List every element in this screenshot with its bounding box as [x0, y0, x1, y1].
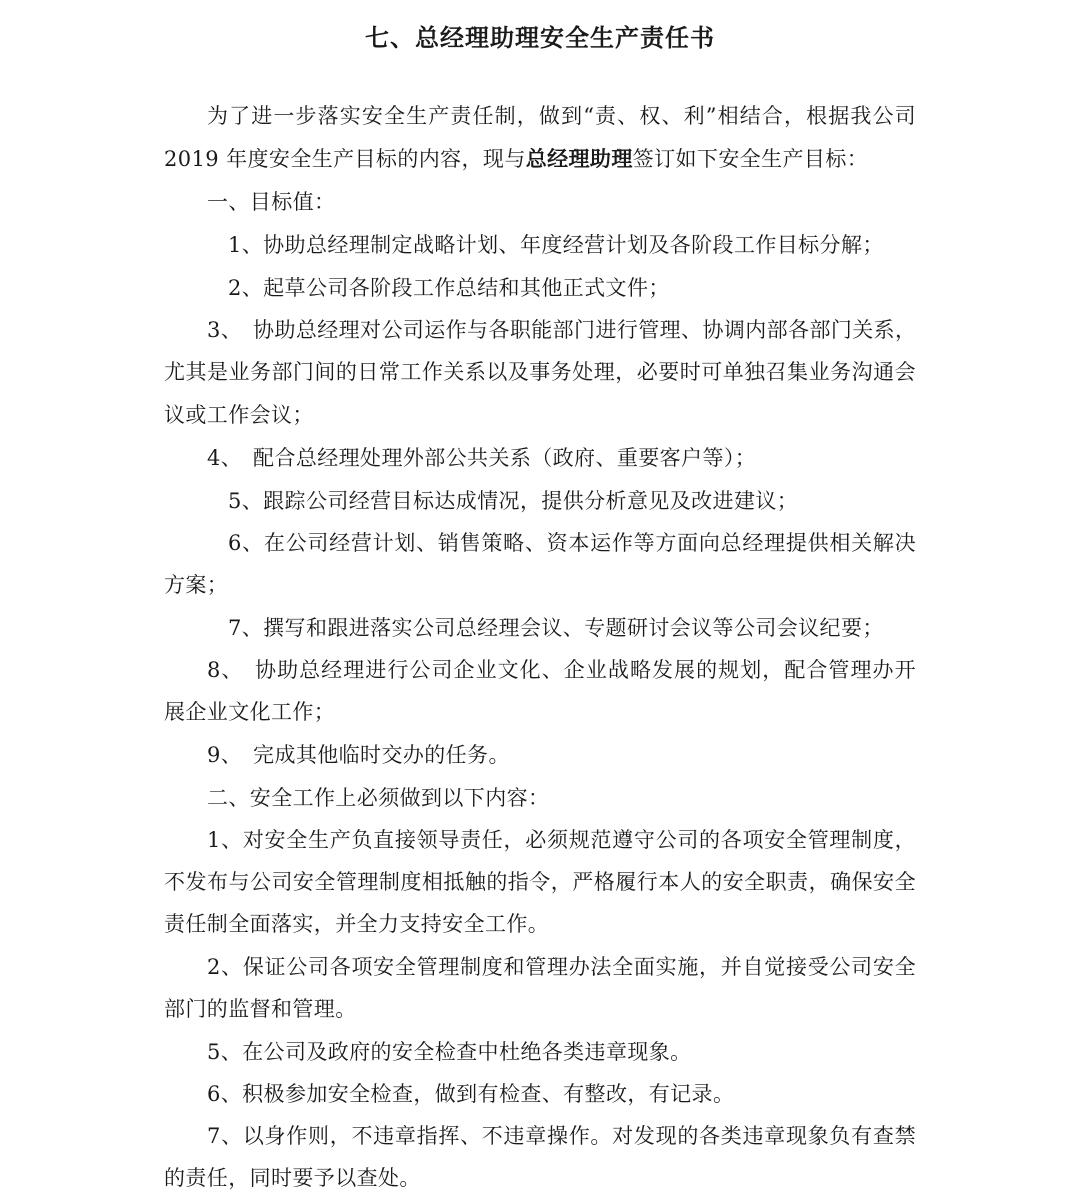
- section-1-item-4: 4、 配合总经理处理外部公共关系（政府、重要客户等）；: [207, 446, 757, 470]
- section-1-item-9: 9、 完成其他临时交办的任务。: [207, 743, 510, 767]
- section-2-item-7-line-2: 的责任，同时要予以查处。: [164, 1166, 421, 1190]
- section-1-item-6-line-2: 方案；: [164, 573, 229, 597]
- section-1-item-8-line-2: 展企业文化工作；: [164, 700, 336, 724]
- section-2-heading: 二、安全工作上必须做到以下内容：: [207, 786, 550, 810]
- section-2-item-7-line-1: 7、以身作则，不违章指挥、不违章操作。对发现的各类违章现象负有查禁: [207, 1124, 916, 1148]
- intro-recipient-role: 总经理助理: [525, 146, 633, 171]
- section-2-item-2-line-1: 2、保证公司各项安全管理制度和管理办法全面实施，并自觉接受公司安全: [207, 955, 916, 979]
- section-1-heading: 一、目标值：: [207, 190, 336, 214]
- section-1-item-3-line-1: 3、 协助总经理对公司运作与各职能部门进行管理、协调内部各部门关系，: [207, 318, 917, 342]
- intro-line-2: [164, 144, 868, 174]
- section-1-item-5: 5、跟踪公司经营目标达成情况，提供分析意见及改进建议；: [228, 489, 799, 513]
- section-1-item-3-line-3: 议或工作会议；: [164, 403, 314, 427]
- section-2-item-6: 6、积极参加安全检查，做到有检查、有整改，有记录。: [207, 1082, 735, 1106]
- section-1-item-8-line-1: 8、 协助总经理进行公司企业文化、企业战略发展的规划，配合管理办开: [207, 658, 916, 682]
- section-1-item-6-line-1: 6、在公司经营计划、销售策略、资本运作等方面向总经理提供相关解决: [228, 531, 916, 555]
- section-2-item-1-line-1: 1、对安全生产负直接领导责任，必须规范遵守公司的各项安全管理制度，: [207, 828, 916, 852]
- section-1-item-2: 2、起草公司各阶段工作总结和其他正式文件；: [228, 276, 670, 300]
- intro-line-2-tail: 签订如下安全生产目标：: [632, 147, 869, 171]
- section-1-item-7: 7、撰写和跟进落实公司总经理会议、专题研讨会议等公司会议纪要；: [228, 616, 884, 640]
- section-1-item-1: 1、协助总经理制定战略计划、年度经营计划及各阶段工作目标分解；: [228, 233, 884, 257]
- document-title: 七、总经理助理安全生产责任书: [365, 23, 715, 52]
- section-2-item-5: 5、在公司及政府的安全检查中杜绝各类违章现象。: [207, 1040, 692, 1064]
- intro-line-2-text: 2019 年度安全生产目标的内容，现与: [164, 147, 526, 171]
- section-1-item-3-line-2: 尤其是业务部门间的日常工作关系以及事务处理，必要时可单独召集业务沟通会: [164, 360, 916, 384]
- section-2-item-1-line-2: 不发布与公司安全管理制度相抵触的指令，严格履行本人的安全职责，确保安全: [164, 870, 916, 894]
- section-2-item-2-line-2: 部门的监督和管理。: [164, 997, 357, 1021]
- intro-line-1: 为了进一步落实安全生产责任制，做到“责、权、利”相结合，根据我公司: [207, 104, 916, 128]
- section-2-item-1-line-3: 责任制全面落实，并全力支持安全工作。: [164, 912, 550, 936]
